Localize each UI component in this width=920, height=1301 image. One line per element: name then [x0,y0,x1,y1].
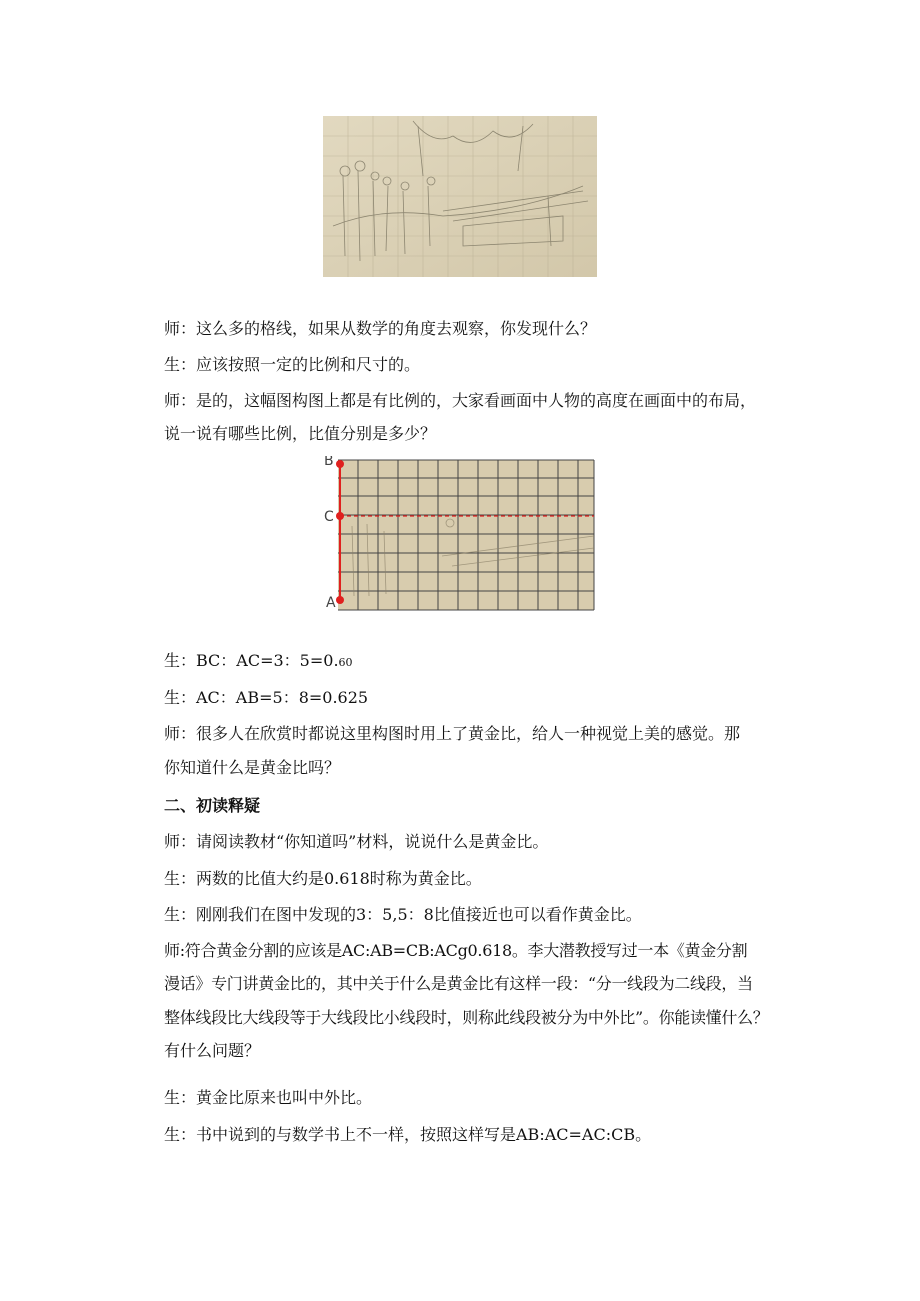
dialogue-line: 说一说有哪些比例，比值分别是多少？ [164,424,437,443]
point-label-c: C [324,509,334,525]
dialogue-line: 生：AC：AB=5：8=0.625 [164,688,369,707]
dialogue-line: 整体线段比大线段等于大线段比小线段时，则称此线段被分为中外比”。你能读懂什么？ [164,1008,769,1027]
dialogue-line: 生：应该按照一定的比例和尺寸的。 [164,355,421,374]
dialogue-line: 师：这么多的格线，如果从数学的角度去观察，你发现什么？ [164,319,597,338]
dialogue-line: 生：刚刚我们在图中发现的3：5,5：8比值接近也可以看作黄金比。 [164,905,642,924]
dialogue-line: 生：两数的比值大约是0.618时称为黄金比。 [164,869,482,888]
dialogue-line: 生：书中说到的与数学书上不一样，按照这样写是AB:AC=AC:CB。 [164,1125,652,1144]
dialogue-line: 有什么问题？ [164,1041,261,1060]
dialogue-line: 师：很多人在欣赏时都说这里构图时用上了黄金比，给人一种视觉上美的感觉。那 [164,724,741,743]
dialogue-line: 师:符合黄金分割的应该是AC:AB=CB:ACg0.618。李大潜教授写过一本《黄金分割 [164,941,748,960]
dialogue-line: 生：黄金比原来也叫中外比。 [164,1088,373,1107]
section-heading: 二、初读释疑 [164,796,261,815]
sketch-painting-image [323,116,597,277]
dialogue-line: 生：BC：AC=3：5=0.60 [164,651,353,670]
point-label-a: A [326,595,336,611]
dialogue-line: 师：请阅读教材“你知道吗”材料，说说什么是黄金比。 [164,832,549,851]
dialogue-line: 漫话》专门讲黄金比的，其中关于什么是黄金比有这样一段：“分一线段为二线段，当 [164,974,753,993]
dialogue-line: 师：是的，这幅图构图上都是有比例的，大家看画面中人物的高度在画面中的布局， [164,391,757,410]
point-label-b: B [324,456,334,469]
grid-ratio-image [322,456,596,613]
dialogue-line: 你知道什么是黄金比吗？ [164,758,341,777]
